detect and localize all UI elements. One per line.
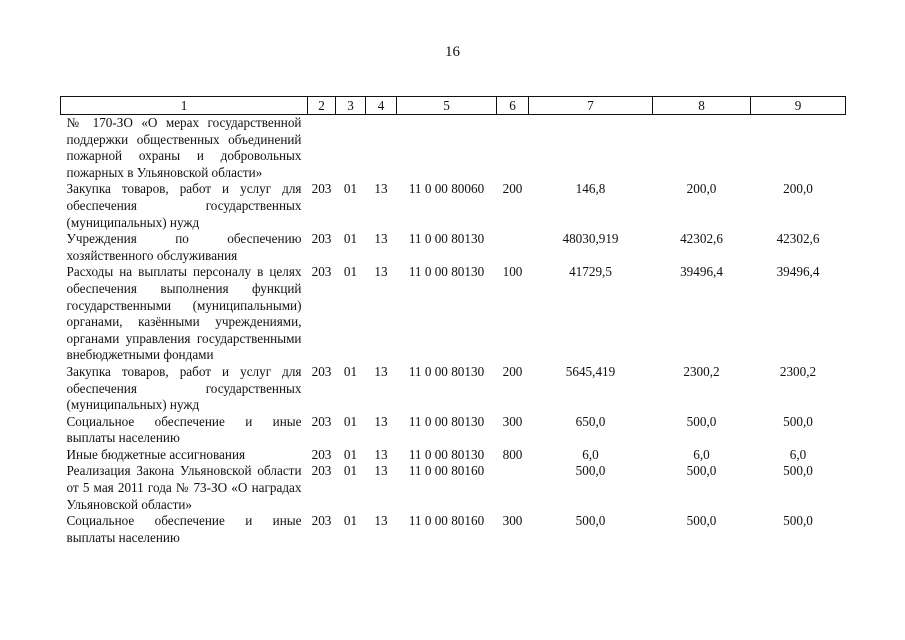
cell-amount-9: 200,0 [783,181,813,197]
header-col-9: 9 [751,97,846,115]
cell-section: 01 [343,413,358,429]
cell-target-code: 11 0 00 80060 [408,181,485,197]
cell-section: 01 [343,463,358,479]
cell-target-code: 11 0 00 80130 [408,413,485,429]
cell-amount-7: 48030,919 [562,231,619,247]
header-col-1: 1 [61,97,308,115]
cell-name: Закупка товаров, работ и услуг для обеспечения государственных (муниципальных) нужд [66,363,302,413]
cell-subsection: 13 [374,413,388,429]
cell-amount-7: 41729,5 [569,264,612,280]
header-col-6: 6 [497,97,529,115]
cell-subsection [366,115,397,182]
cell-name: Закупка товаров, работ и услуг для обеспечения государственных (муниципальных) нужд [66,181,302,230]
page-number: 16 [445,44,460,60]
cell-target-code [397,115,497,182]
cell-section: 01 [343,513,358,529]
cell-admin: 203 [311,264,332,280]
cell-amount-8: 200,0 [686,181,717,197]
cell-amount-7: 146,8 [575,181,606,197]
cell-amount-9 [751,115,846,182]
table-row [61,447,846,464]
cell-expense-type: 300 [502,513,523,529]
cell-amount-9: 500,0 [783,413,813,429]
cell-subsection: 13 [374,181,388,197]
cell-expense-type [497,115,529,182]
cell-amount-7: 5645,419 [565,363,616,379]
cell-section: 01 [343,446,358,462]
cell-target-code: 11 0 00 80130 [408,231,485,247]
cell-admin: 203 [311,181,332,197]
table-row [61,414,846,447]
cell-admin [308,115,336,182]
cell-target-code: 11 0 00 80160 [408,513,485,529]
cell-amount-8: 6,0 [693,446,710,462]
cell-section: 01 [343,181,358,197]
cell-expense-type: 200 [502,363,523,379]
cell-section: 01 [343,264,358,280]
cell-subsection: 13 [374,463,388,479]
cell-amount-8: 2300,2 [683,363,720,379]
cell-amount-8: 39496,4 [680,264,723,280]
cell-target-code: 11 0 00 80130 [408,363,485,379]
header-col-4: 4 [366,97,397,115]
cell-expense-type: 100 [502,264,523,280]
cell-target-code: 11 0 00 80160 [408,463,485,479]
table-row [61,463,846,513]
cell-admin: 203 [311,513,332,529]
cell-section: 01 [343,231,358,247]
cell-admin: 203 [311,413,332,429]
cell-name: Социальное обеспечение и иные выплаты населению [66,413,302,446]
cell-subsection: 13 [374,363,388,379]
cell-subsection: 13 [374,513,388,529]
cell-expense-type [497,463,529,513]
header-col-5: 5 [397,97,497,115]
cell-amount-8: 500,0 [686,413,717,429]
cell-expense-type [497,231,529,264]
cell-subsection: 13 [374,264,388,280]
cell-amount-9: 500,0 [783,463,813,479]
header-col-2: 2 [308,97,336,115]
cell-amount-7 [529,115,653,182]
cell-amount-7: 500,0 [575,463,606,479]
table-row [61,181,846,231]
cell-name: № 170-ЗО «О мерах государственной поддержки общественных объединений пожарной охраны и добровольных пожарных в Ульяновской области» [66,115,302,180]
cell-section [336,115,366,182]
cell-name: Иные бюджетные ассигнования [66,446,246,462]
cell-amount-9: 39496,4 [776,264,820,280]
cell-expense-type: 200 [502,181,523,197]
cell-admin: 203 [311,446,332,462]
cell-target-code: 11 0 00 80130 [408,446,485,462]
cell-subsection: 13 [374,446,388,462]
cell-admin: 203 [311,363,332,379]
cell-amount-8: 42302,6 [680,231,723,247]
cell-admin: 203 [311,463,332,479]
cell-name: Расходы на выплаты персоналу в целях обеспечения выполнения функций государственными (муниципальными) органами, казёнными учреждениями, органами управления государственными внебюджетными фондами [66,264,302,363]
header-col-3: 3 [336,97,366,115]
table-row [61,264,846,364]
cell-subsection: 13 [374,231,388,247]
cell-amount-9: 500,0 [783,513,813,529]
table-row [61,513,846,546]
cell-name: Реализация Закона Ульяновской области от 5 мая 2011 года № 73-ЗО «О наградах Ульяновской области» [66,463,302,512]
cell-target-code: 11 0 00 80130 [408,264,485,280]
cell-amount-7: 6,0 [582,446,599,462]
header-col-7: 7 [529,97,653,115]
cell-amount-8 [653,115,751,182]
cell-amount-8: 500,0 [686,513,717,529]
table-row [61,115,846,182]
cell-admin: 203 [311,231,332,247]
cell-name: Социальное обеспечение и иные выплаты населению [66,513,302,545]
cell-name: Учреждения по обеспечению хозяйственного обслуживания [66,231,302,263]
cell-amount-9: 2300,2 [779,363,817,379]
table-row [61,364,846,414]
cell-amount-9: 42302,6 [776,231,820,247]
header-col-8: 8 [653,97,751,115]
cell-expense-type: 300 [502,413,523,429]
cell-section: 01 [343,363,358,379]
cell-amount-9: 6,0 [789,446,807,462]
table-header-row [61,97,846,115]
cell-amount-7: 500,0 [575,513,606,529]
budget-table [60,96,846,546]
cell-expense-type: 800 [502,446,523,462]
cell-amount-8: 500,0 [686,463,717,479]
cell-amount-7: 650,0 [575,413,606,429]
table-row [61,231,846,264]
